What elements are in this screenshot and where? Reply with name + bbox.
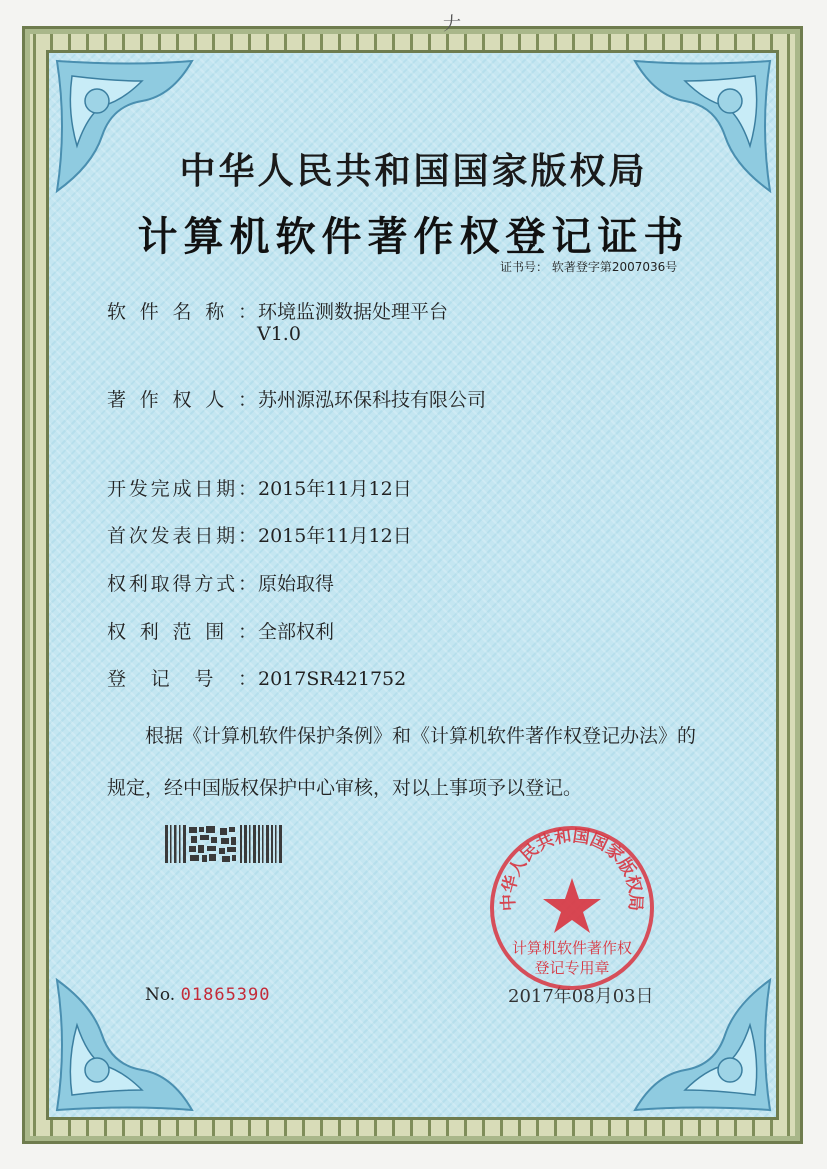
field-label: 权利范围： bbox=[107, 621, 257, 643]
seal-center-line-1: 计算机软件著作权 bbox=[511, 939, 633, 957]
field-acquisition-method bbox=[107, 569, 334, 596]
field-software-name bbox=[107, 297, 448, 324]
field-value: 2015年11月12日 bbox=[258, 525, 412, 547]
field-value: 2015年11月12日 bbox=[258, 478, 412, 500]
certificate-number-label: 证书号： bbox=[500, 260, 549, 274]
seal-ring-text: 中华人民共和国国家版权局 bbox=[498, 826, 646, 912]
statement-line-2: 规定，经中国版权保护中心审核，对以上事项予以登记。 bbox=[107, 777, 583, 799]
field-publication-date bbox=[107, 521, 412, 548]
field-label: 软件名称： bbox=[107, 301, 257, 323]
field-label: 权利取得方式： bbox=[107, 573, 257, 595]
serial-label: No. bbox=[145, 985, 176, 1005]
field-software-version bbox=[257, 323, 301, 345]
field-rights-scope bbox=[107, 617, 334, 644]
certificate-title: 计算机软件著作权登记证书 bbox=[137, 213, 690, 260]
seal-center-line-2: 登记专用章 bbox=[534, 959, 610, 977]
official-seal bbox=[487, 823, 657, 993]
handwritten-mark: 𠂇 bbox=[443, 14, 461, 35]
field-value: 全部权利 bbox=[258, 621, 335, 643]
field-value: 2017SR421752 bbox=[258, 668, 407, 690]
field-copyright-owner bbox=[107, 385, 486, 412]
field-value: V1.0 bbox=[257, 323, 301, 345]
field-label: 开发完成日期： bbox=[107, 478, 257, 500]
serial-number bbox=[145, 985, 271, 1005]
field-label: 首次发表日期： bbox=[107, 525, 257, 547]
field-completion-date bbox=[107, 474, 412, 501]
field-value: 原始取得 bbox=[258, 573, 335, 595]
issuer-title: 中华人民共和国国家版权局 bbox=[179, 150, 648, 192]
field-value: 环境监测数据处理平台 bbox=[258, 301, 449, 323]
field-registration-number bbox=[107, 664, 406, 691]
certificate-number-value: 软著登字第2007036号 bbox=[551, 260, 678, 274]
field-value: 苏州源泓环保科技有限公司 bbox=[258, 389, 487, 411]
certificate-number bbox=[500, 258, 677, 275]
field-label: 登记号： bbox=[107, 668, 257, 690]
field-label: 著作权人： bbox=[107, 389, 257, 411]
statement-line-1: 根据《计算机软件保护条例》和《计算机软件著作权登记办法》的 bbox=[145, 725, 697, 747]
barcode bbox=[165, 825, 283, 863]
serial-value: 01865390 bbox=[180, 985, 271, 1005]
issue-date: 2017年08月03日 bbox=[508, 986, 654, 1007]
seal-star-icon bbox=[543, 878, 601, 933]
